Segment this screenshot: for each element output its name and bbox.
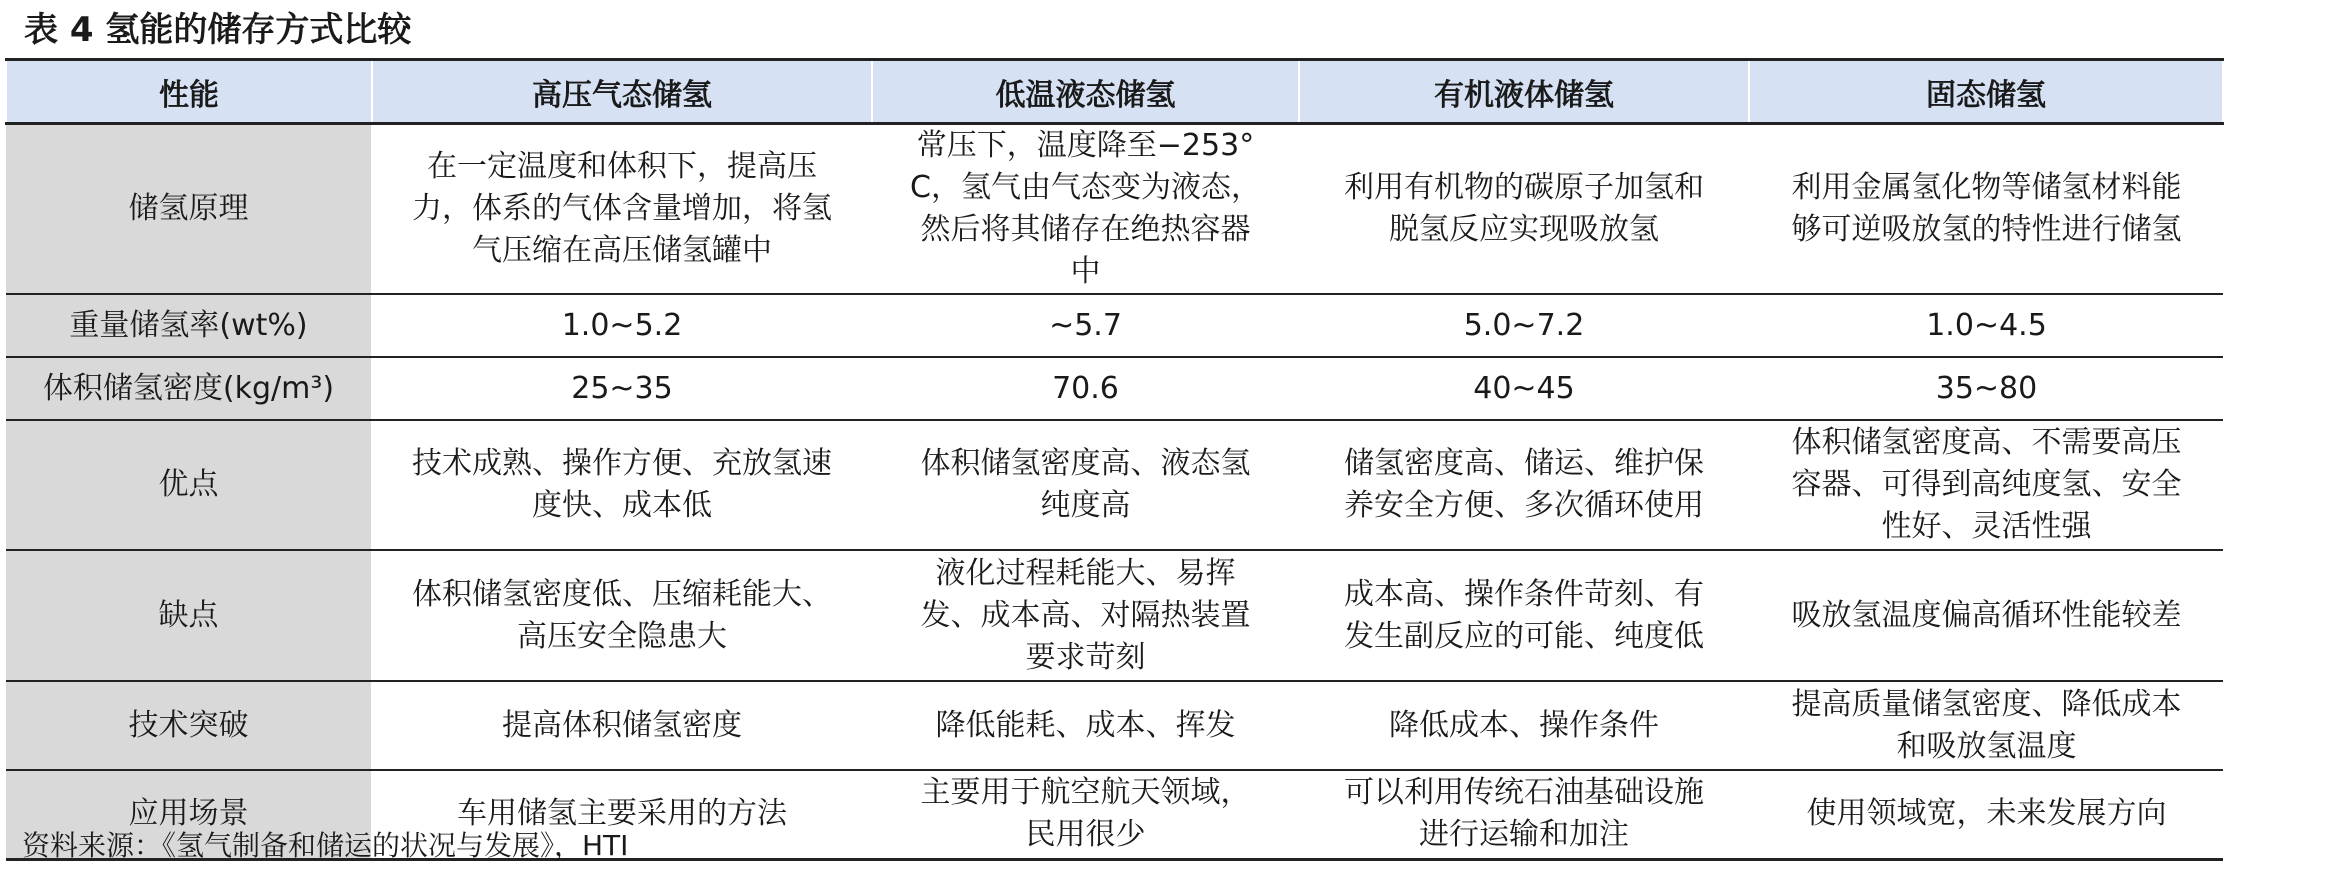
table-cell: 储氢密度高、储运、维护保养安全方便、多次循环使用 [1299,420,1749,550]
table-row [6,681,2223,770]
row-label: 应用场景 [6,770,372,859]
table-cell: ~5.7 [872,294,1299,357]
table-cell: 在一定温度和体积下，提高压力，体系的气体含量增加，将氢气压缩在高压储氢罐中 [372,124,872,295]
table-row [6,550,2223,681]
table-cell: 5.0~7.2 [1299,294,1749,357]
table-cell: 利用有机物的碳原子加氢和脱氢反应实现吸放氢 [1299,124,1749,295]
row-label: 重量储氢率(wt%) [6,294,372,357]
table-cell: 常压下，温度降至−253°C，氢气由气态变为液态，然后将其储存在绝热容器中 [872,124,1299,295]
table-cell: 可以利用传统石油基础设施进行运输和加注 [1299,770,1749,859]
table-header-row [6,60,2223,124]
table-cell: 利用金属氢化物等储氢材料能够可逆吸放氢的特性进行储氢 [1749,124,2223,295]
table-cell: 使用领域宽，未来发展方向 [1749,770,2223,859]
source-note: 资料来源：《氢气制备和储运的状况与发展》，HTI [22,829,629,862]
row-label: 优点 [6,420,372,550]
table-row [6,357,2223,420]
row-label: 体积储氢密度(kg/m³) [6,357,372,420]
table-cell: 主要用于航空航天领域，民用很少 [872,770,1299,859]
row-label: 缺点 [6,550,372,681]
table-cell: 提高体积储氢密度 [372,681,872,770]
table-cell: 提高质量储氢密度、降低成本和吸放氢温度 [1749,681,2223,770]
header-solid-state: 固态储氢 [1749,60,2223,124]
table-cell: 降低能耗、成本、挥发 [872,681,1299,770]
table-row [6,294,2223,357]
table-cell: 吸放氢温度偏高循环性能较差 [1749,550,2223,681]
table-cell: 液化过程耗能大、易挥发、成本高、对隔热装置要求苛刻 [872,550,1299,681]
header-organic-liquid: 有机液体储氢 [1299,60,1749,124]
header-high-pressure-gas: 高压气态储氢 [372,60,872,124]
row-label: 技术突破 [6,681,372,770]
table-cell: 降低成本、操作条件 [1299,681,1749,770]
header-cryogenic-liquid: 低温液态储氢 [872,60,1299,124]
table-cell: 40~45 [1299,357,1749,420]
row-label: 储氢原理 [6,124,372,295]
table-cell: 体积储氢密度高、液态氢纯度高 [872,420,1299,550]
table-cell: 70.6 [872,357,1299,420]
table-cell: 1.0~5.2 [372,294,872,357]
table-cell: 1.0~4.5 [1749,294,2223,357]
table-cell: 车用储氢主要采用的方法 [372,770,872,859]
table-cell: 成本高、操作条件苛刻、有发生副反应的可能、纯度低 [1299,550,1749,681]
table-cell: 35~80 [1749,357,2223,420]
table-cell: 25~35 [372,357,872,420]
table-row [6,124,2223,295]
table-cell: 体积储氢密度低、压缩耗能大、高压安全隐患大 [372,550,872,681]
storage-comparison-table [5,58,2222,861]
header-property: 性能 [6,60,372,124]
table-cell: 体积储氢密度高、不需要高压容器、可得到高纯度氢、安全性好、灵活性强 [1749,420,2223,550]
table-title: 表 4 氢能的储存方式比较 [24,10,412,50]
table-row [6,420,2223,550]
table-cell: 技术成熟、操作方便、充放氢速度快、成本低 [372,420,872,550]
